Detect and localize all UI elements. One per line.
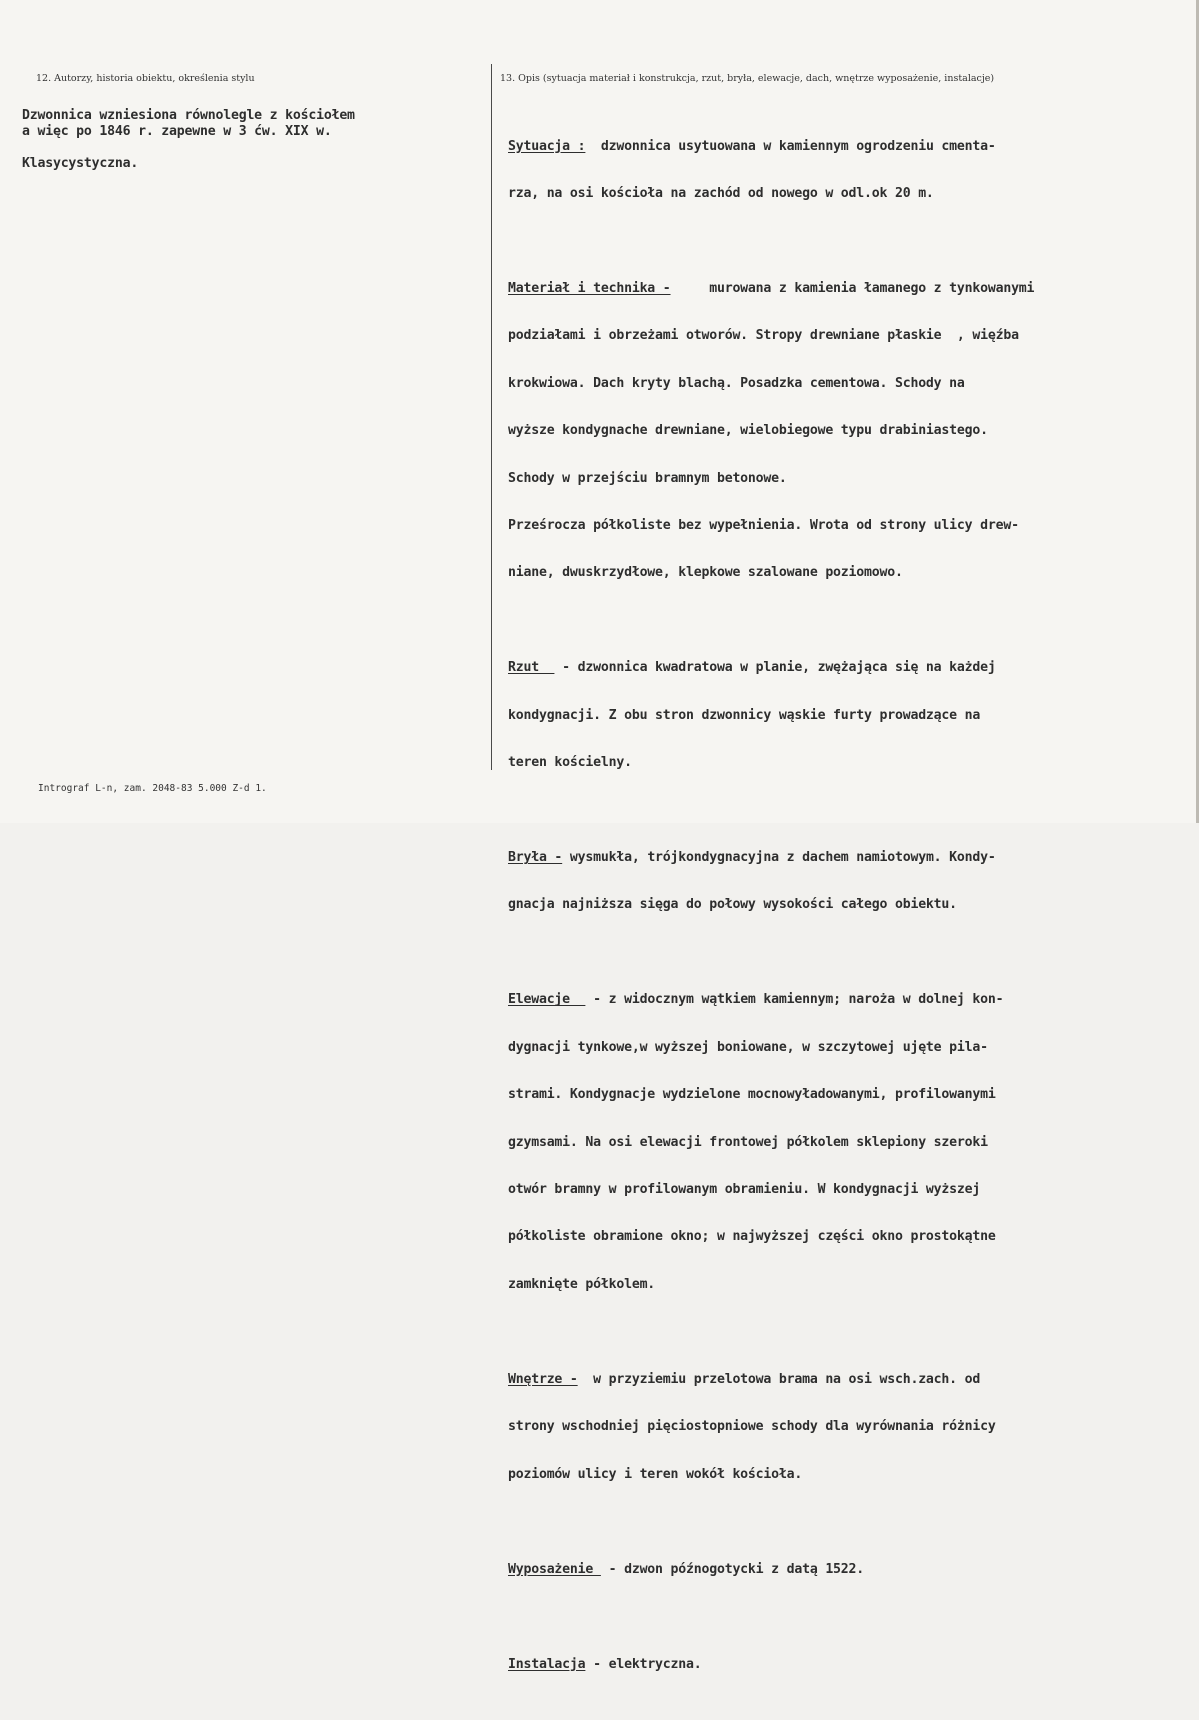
section-line <box>508 281 1188 297</box>
text-line: gnacja najniższa sięga do połowy wysokości całego obiektu. <box>508 897 957 913</box>
text-line: Prześrocza półkoliste bez wypełnienia. Wrota od strony ulicy drew- <box>508 517 1019 533</box>
history-text <box>22 108 472 171</box>
printer-imprint: Intrograf L-n, zam. 2048-83 5.000 Z-d 1. <box>38 783 267 794</box>
text-line: dzwonnica usytuowana w kamiennym ogrodzeniu cmenta- <box>585 138 996 154</box>
section-label: Wyposażenie <box>508 1561 601 1577</box>
section-line <box>508 850 1188 866</box>
text-line: - dzwon późnogotycki z datą 1522. <box>600 1561 865 1577</box>
column-divider <box>491 64 492 770</box>
section-wnetrze <box>508 1340 1188 1514</box>
section-line <box>508 1562 1188 1578</box>
text-line: strami. Kondygnacje wydzielone mocnowyładowanymi, profilowanymi <box>508 1087 996 1103</box>
right-column-header: 13. Opis (sytuacja materiał i konstrukcja, rzut, bryła, elewacje, dach, wnętrze wyposażenie, instalacje) <box>500 73 995 84</box>
text-line: a więc po 1846 r. zapewne w 3 ćw. XIX w. <box>22 123 332 139</box>
section-line <box>508 660 1188 676</box>
section-label: Bryła - <box>508 850 563 866</box>
text-line: otwór bramny w profilowanym obramieniu. W kondygnacji wyższej <box>508 1182 981 1197</box>
text-line: kondygnacji. Z obu stron dzwonnicy wąskie furty prowadzące na <box>508 707 981 723</box>
section-label: Materiał i technika - <box>508 280 671 296</box>
section-line <box>508 139 1188 155</box>
text-line: w przyziemiu przelotowa brama na osi wsch.zach. od <box>577 1371 981 1387</box>
section-instalacja <box>508 1625 1188 1704</box>
section-label: Instalacja <box>508 1656 586 1672</box>
section-material <box>508 249 1188 612</box>
text-line: półkoliste obramione okno; w najwyższej części okno prostokątne <box>508 1229 996 1245</box>
left-column-header: 12. Autorzy, historia obiektu, określenia stylu <box>36 73 255 84</box>
section-label: Wnętrze - <box>508 1371 578 1387</box>
text-line: Dzwonnica wzniesiona równolegle z kościołem <box>22 108 355 123</box>
text-line: - z widocznym wątkiem kamiennym; naroża w dolnej kon- <box>585 992 1004 1008</box>
section-rzut <box>508 629 1188 803</box>
section-label: Elewacje <box>508 992 586 1008</box>
style-paragraph: Klasycystyczna. <box>22 155 139 171</box>
section-label: Rzut <box>508 660 555 676</box>
text-line: wyższe kondygnache drewniane, wielobiegowe typu drabiniastego. <box>508 423 988 439</box>
text-line: Schody w przejściu bramnym betonowe. <box>508 470 787 486</box>
section-line <box>508 1657 1188 1673</box>
section-line <box>508 1372 1188 1388</box>
section-line <box>508 992 1188 1008</box>
text-line: zamknięte półkolem. <box>508 1276 656 1292</box>
text-line: podziałami i obrzeżami otworów. Stropy drewniane płaskie , więźba <box>508 328 1019 344</box>
text-line: poziomów ulicy i teren wokół kościoła. <box>508 1466 803 1482</box>
text-line: murowana z kamienia łamanego z tynkowanymi <box>670 280 1035 296</box>
text-line: - dzwonnica kwadratowa w planie, zwężająca się na każdej <box>554 660 996 676</box>
text-line: gzymsami. Na osi elewacji frontowej półkolem sklepiony szeroki <box>508 1134 988 1150</box>
text-line: rza, na osi kościoła na zachód od nowego w odl.ok 20 m. <box>508 185 934 201</box>
text-line: niane, dwuskrzydłowe, klepkowe szalowane poziomowo. <box>508 565 903 581</box>
description-text <box>508 107 1188 1720</box>
section-sytuacja <box>508 107 1188 233</box>
text-line: teren kościelny. <box>508 755 632 771</box>
text-line: - elektryczna. <box>585 1656 702 1672</box>
text-line: dygnacji tynkowe,w wyższej boniowane, w szczytowej ujęte pila- <box>508 1039 988 1055</box>
section-bryla <box>508 818 1188 944</box>
history-paragraph <box>22 108 472 140</box>
section-label: Sytuacja : <box>508 138 586 154</box>
text-line: krokwiowa. Dach kryty blachą. Posadzka cementowa. Schody na <box>508 375 965 391</box>
text-line: strony wschodniej pięciostopniowe schody dla wyrównania różnicy <box>508 1419 996 1435</box>
text-line: wysmukła, trójkondygnacyjna z dachem namiotowym. Kondy- <box>562 850 996 866</box>
section-elewacje <box>508 961 1188 1324</box>
section-wyposazenie <box>508 1530 1188 1609</box>
